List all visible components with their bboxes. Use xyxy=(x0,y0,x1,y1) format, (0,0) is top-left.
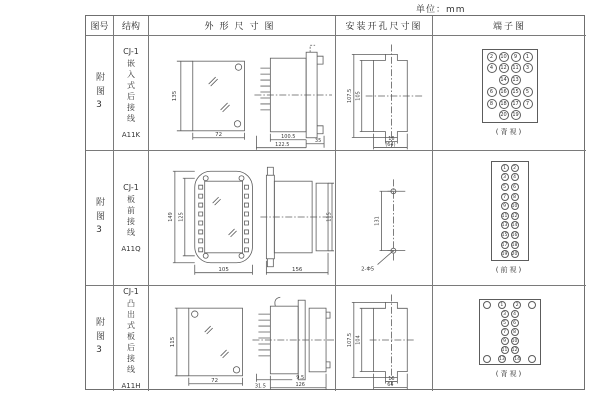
dim-cutout-width: (64) xyxy=(385,141,396,148)
row3-structure-cell xyxy=(114,286,149,391)
terminal-pin: 13 xyxy=(498,356,505,362)
row3-series: CJ-1 xyxy=(123,287,139,296)
terminal-pin: 18 xyxy=(511,242,518,248)
terminal-pin: 4 xyxy=(511,173,519,181)
terminal-pin: 11 xyxy=(512,65,519,72)
row3-mount-type: 凸出式板后接线 xyxy=(126,299,136,376)
terminal-pin: 7 xyxy=(501,193,509,201)
terminal-pin: 6 xyxy=(511,319,519,327)
row2-terminal-cell xyxy=(433,151,586,286)
terminal-pin: 14 xyxy=(514,356,521,362)
mounting-hole xyxy=(528,355,536,363)
terminal-pin: 17 xyxy=(501,242,508,248)
row1-outline-cell xyxy=(149,36,336,151)
row2-model: A11Q xyxy=(121,245,141,253)
terminal-pin: 13 xyxy=(512,77,519,84)
dim-side-height: 115 xyxy=(326,211,333,222)
terminal-pin: 6 xyxy=(511,183,519,191)
row2-terminal-caption: (前视) xyxy=(495,266,524,274)
dim-front-width: 72 xyxy=(211,378,219,385)
terminal-pin: 14 xyxy=(500,77,507,84)
terminal-pin: 18 xyxy=(500,100,507,107)
dim-front-width: 72 xyxy=(215,131,223,138)
dim-cutout-outer: 107.5 xyxy=(346,88,353,103)
terminal-pin: 5 xyxy=(523,87,533,97)
dim-total-depth: 126 xyxy=(295,382,305,389)
terminal-pin: 8 xyxy=(511,328,519,336)
terminal-pin: 16 xyxy=(511,233,518,238)
row2-mount-type: 板前接线 xyxy=(126,195,136,239)
terminal-pin: 12 xyxy=(511,213,518,219)
row2-figure-no: 附图3 xyxy=(94,196,104,240)
dim-cutout-slot: 16 xyxy=(388,376,395,383)
dim-flange: 35 xyxy=(314,137,322,144)
terminal-pin: 2 xyxy=(511,164,519,172)
row2-structure-cell xyxy=(114,151,149,286)
terminal-pin: 11 xyxy=(501,347,508,353)
dim-gap: 9.5 xyxy=(296,374,305,381)
dim-pin-depth: 31.5 xyxy=(254,383,266,390)
row3-figure-cell xyxy=(86,286,114,391)
terminal-pin: 3 xyxy=(501,173,509,181)
terminal-pin: 3 xyxy=(501,310,509,318)
row2-outline-cell xyxy=(149,151,336,286)
row1-figure-no: 附图3 xyxy=(94,71,104,115)
row1-structure-cell xyxy=(114,36,149,151)
dimension-table xyxy=(85,15,585,390)
row1-outline-drawing xyxy=(149,36,335,151)
terminal-pin: 8 xyxy=(487,99,497,109)
row1-terminal-cell xyxy=(433,36,586,151)
row3-outline-drawing xyxy=(149,286,335,391)
dim-cutout-width: 64 xyxy=(387,382,394,389)
terminal-pin: 19 xyxy=(512,112,519,119)
row3-model: A11H xyxy=(121,382,141,390)
terminal-pin: 1 xyxy=(498,301,506,309)
terminal-pin: 19 xyxy=(501,252,508,258)
header-col-figure: 图号 xyxy=(86,16,114,36)
row2-figure-cell xyxy=(86,151,114,286)
terminal-pin: 12 xyxy=(500,65,507,72)
row3-figure-no: 附图3 xyxy=(94,317,104,360)
terminal-pin: 9 xyxy=(501,337,509,345)
dim-cutout-slot: 16 xyxy=(388,135,395,142)
header-col-structure: 结构 xyxy=(114,16,149,36)
mounting-hole xyxy=(483,355,491,363)
terminal-pin: 3 xyxy=(523,63,533,73)
dim-front-inner-height: 125 xyxy=(178,211,185,222)
terminal-pin: 6 xyxy=(487,87,497,97)
terminal-pin: 12 xyxy=(511,347,518,353)
terminal-pin: 8 xyxy=(511,193,519,201)
mounting-hole xyxy=(483,301,491,309)
dim-front-width: 105 xyxy=(218,266,229,273)
dim-hole-spacing: 131 xyxy=(374,215,381,226)
row3-terminal-caption: (背视) xyxy=(495,369,524,378)
header-col-mounting: 安装开孔尺寸图 xyxy=(336,16,433,36)
row1-terminal-caption: (背视) xyxy=(495,128,524,136)
row1-series: CJ-1 xyxy=(123,47,139,56)
terminal-pin: 20 xyxy=(511,252,518,258)
row3-cutout-drawing xyxy=(336,286,432,391)
unit-label: 单位：mm xyxy=(416,5,466,15)
row1-model: A11K xyxy=(121,131,141,139)
terminal-pin: 16 xyxy=(500,88,507,95)
dim-cutout-inner: 105 xyxy=(355,90,362,101)
dim-cutout-inner: 104 xyxy=(355,335,362,345)
terminal-pin: 2 xyxy=(513,301,521,309)
row3-outline-cell xyxy=(149,286,336,391)
mounting-hole xyxy=(528,301,536,309)
dim-front-outer-height: 149 xyxy=(167,211,174,222)
row1-mount-type: 嵌入式后接线 xyxy=(126,59,136,125)
terminal-pin: 4 xyxy=(511,310,519,318)
terminal-pin: 4 xyxy=(487,63,497,73)
terminal-pin: 17 xyxy=(512,100,519,107)
terminal-pin: 10 xyxy=(511,204,518,210)
terminal-pin: 1 xyxy=(523,52,533,62)
terminal-pin: 11 xyxy=(501,213,508,219)
terminal-pin: 10 xyxy=(511,338,518,344)
row1-cutout-drawing xyxy=(336,36,432,151)
dim-front-height: 115 xyxy=(169,336,176,348)
row3-terminal-cell xyxy=(433,286,586,391)
terminal-pin: 9 xyxy=(511,52,521,62)
row2-terminal-block xyxy=(491,161,529,261)
terminal-pin: 14 xyxy=(511,223,518,229)
terminal-pin: 1 xyxy=(501,164,509,172)
terminal-pin: 5 xyxy=(501,319,509,327)
row2-outline-drawing xyxy=(149,151,335,286)
row2-series: CJ-1 xyxy=(123,183,139,192)
terminal-pin: 15 xyxy=(512,88,519,95)
dim-front-height: 135 xyxy=(171,90,178,101)
terminal-pin: 5 xyxy=(501,183,509,191)
dim-total-depth: 122.5 xyxy=(275,141,290,148)
dim-hole-label: 2-Φ5 xyxy=(361,265,375,272)
terminal-pin: 9 xyxy=(501,202,509,210)
header-col-outline: 外形尺寸图 xyxy=(149,16,336,36)
dim-cutout-outer: 107.5 xyxy=(346,332,353,348)
dim-depth: 156 xyxy=(291,266,303,273)
row2-mounting-cell xyxy=(336,151,433,286)
terminal-pin: 15 xyxy=(501,233,508,238)
header-col-terminal: 端子图 xyxy=(433,16,586,36)
row3-mounting-cell xyxy=(336,286,433,391)
terminal-pin: 7 xyxy=(501,328,509,336)
row3-terminal-block xyxy=(479,299,541,365)
row1-mounting-cell xyxy=(336,36,433,151)
row2-cutout-drawing xyxy=(336,151,432,286)
terminal-pin: 10 xyxy=(500,53,507,60)
dim-depth: 100.5 xyxy=(281,133,296,140)
terminal-pin: 7 xyxy=(523,99,533,109)
terminal-pin: 2 xyxy=(487,52,497,62)
terminal-pin: 13 xyxy=(501,223,508,229)
terminal-pin: 20 xyxy=(500,112,507,119)
row1-figure-cell xyxy=(86,36,114,151)
row1-terminal-block xyxy=(482,49,538,123)
